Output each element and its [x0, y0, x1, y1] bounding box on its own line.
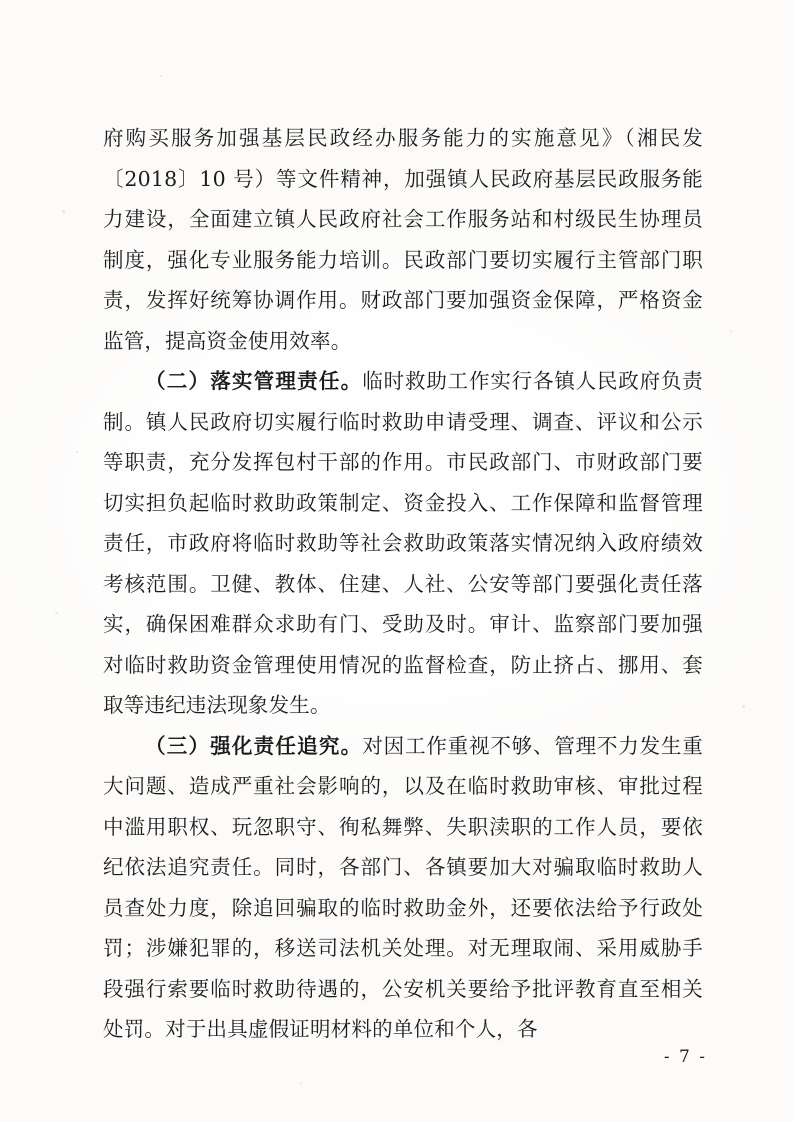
section-heading: （三）强化责任追究。 [145, 733, 363, 758]
paragraph [103, 361, 703, 726]
paragraph-text: 临时救助工作实行各镇人民政府负责制。镇人民政府切实履行临时救助申请受理、调查、评议和公示等职责，充分发挥包村干部的作用。市民政部门、市财政部门要切实担负起临时救助政策制定、资金投入、工作保障和监督管理责任，市政府将临时救助等社会救助政策落实情况纳入政府绩效考核范围。卫健、教体、住建、人社、公安等部门要强化责任落实，确保困难群众求助有门、受助及时。审计、监察部门要加强对临时救助资金管理使用情况的监督检查，防止挤占、挪用、套取等违纪违法现象发生。 [103, 369, 704, 717]
paragraph-text: 府购买服务加强基层民政经办服务能力的实施意见》（湘民发〔2018〕10 号）等文件精神，加强镇人民政府基层民政服务能力建设，全面建立镇人民政府社会工作服务站和村级民生协理员制度，强化专业服务能力培训。民政部门要切实履行主管部门职责，发挥好统筹协调作用。财政部门要加强资金保障，严格资金监管，提高资金使用效率。 [103, 126, 703, 353]
document-body [103, 118, 703, 1050]
section-heading: （二）落实管理责任。 [145, 369, 363, 393]
paragraph [103, 726, 703, 1050]
page-number: - 7 - [663, 1047, 707, 1067]
paragraph [103, 118, 703, 361]
paragraph-text: 对因工作重视不够、管理不力发生重大问题、造成严重社会影响的，以及在临时救助审核、审批过程中滥用职权、玩忽职守、徇私舞弊、失职渎职的工作人员，要依纪依法追究责任。同时，各部门、各镇要加大对骗取临时救助人员查处力度，除追回骗取的临时救助金外，还要依法给予行政处罚；涉嫌犯罪的，移送司法机关处理。对无理取闹、采用威胁手段强行索要临时救助待遇的，公安机关要给予批评教育直至相关处罚。对于出具虚假证明材料的单位和个人，各 [103, 733, 704, 1041]
